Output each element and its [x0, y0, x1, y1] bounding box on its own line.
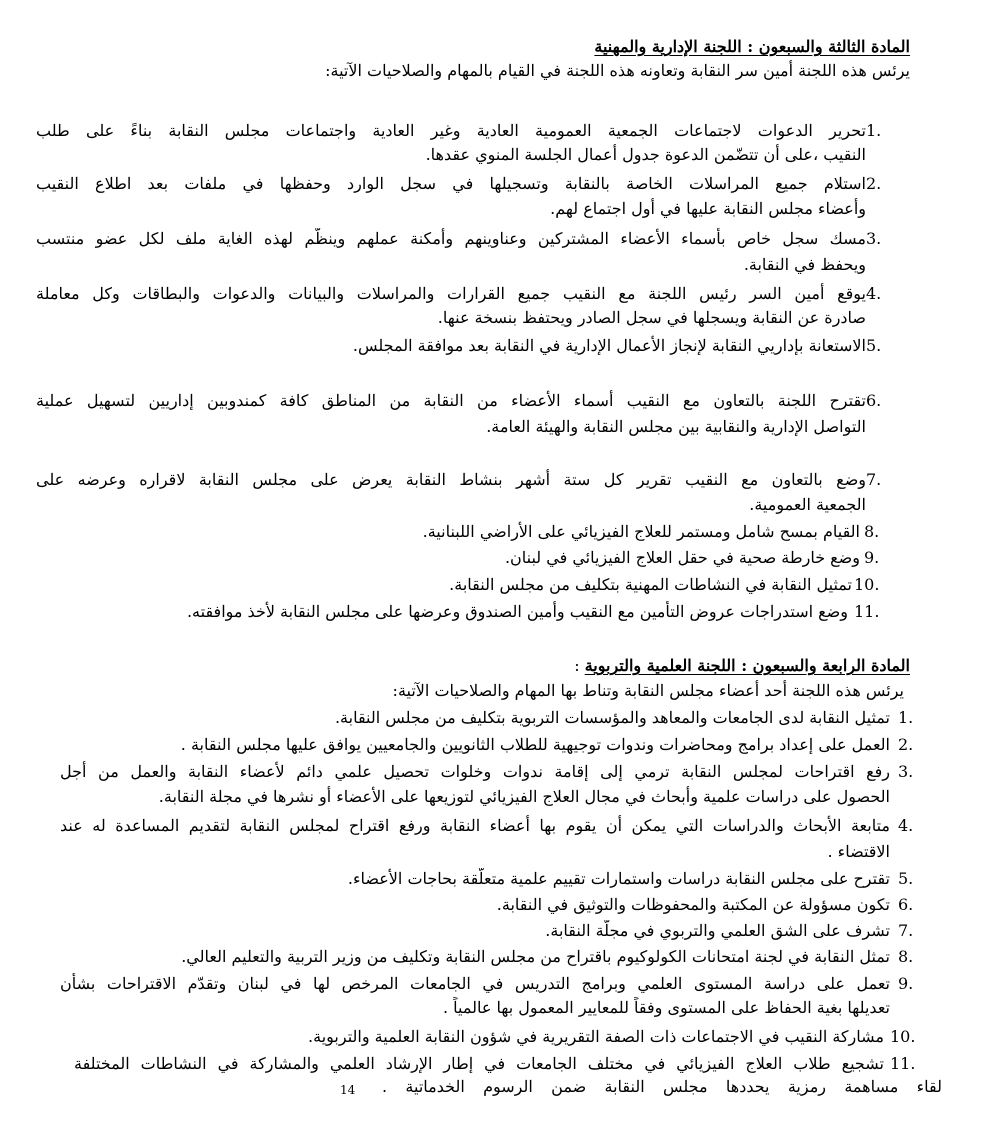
- page-number: 14: [340, 1083, 356, 1097]
- a74-item-4-line-1: متابعة الأبحاث والدراسات التي يمكن أن يقوم بها أعضاء النقابة ورفع اقتراح لمجلس النقابة لتقديم المساعدة له عند: [60, 816, 890, 835]
- a73-item-4-number: 4.: [866, 284, 882, 303]
- a74-item-5-line-1: تقترح على مجلس النقابة دراسات واستمارات تقييم علمية متعلّقة بحاجات الأعضاء.: [347, 869, 890, 888]
- a73-item-3-number: 3.: [866, 229, 882, 248]
- a73-item-3-line-2: ويحفظ في النقابة.: [743, 255, 866, 274]
- a73-item-4-line-2: صادرة عن النقابة ويسجلها في سجل الصادر ويحتفظ بنسخة عنها.: [437, 308, 866, 327]
- a74-item-9-line-1: تعمل على دراسة المستوى العلمي وبرامج التدريس في الجامعات المرخص لها في لبنان وتقدّم الاقتراحات بشأن: [60, 974, 890, 993]
- a74-item-7-number: 7.: [898, 921, 914, 940]
- a73-item-11-number: 11.: [854, 602, 880, 621]
- a73-item-5-number: 5.: [866, 336, 882, 355]
- a74-item-2-number: 2.: [898, 735, 914, 754]
- a73-item-3-line-1: مسك سجل خاص بأسماء الأعضاء المشتركين وعناوينهم وأمكنة عملهم وينظّم لهذه الغاية ملف لكل عضو منتسب: [36, 229, 866, 248]
- a73-item-10-line-1: تمثيل النقابة في النشاطات المهنية بتكليف من مجلس النقابة.: [449, 575, 852, 594]
- article-73-intro: يرئس هذه اللجنة أمين سر النقابة وتعاونه هذه اللجنة في القيام بالمهام والصلاحيات الآتية:: [325, 61, 910, 80]
- a73-item-8-line-1: القيام بمسح شامل ومستمر للعلاج الفيزيائي على الأراضي اللبنانية.: [422, 522, 860, 541]
- a74-item-9-number: 9.: [898, 974, 914, 993]
- a73-item-2-line-2: وأعضاء مجلس النقابة عليها في أول اجتماع لهم.: [550, 199, 866, 218]
- a74-item-11-line-2: لقاء مساهمة رمزية يحددها مجلس النقابة ضمن الرسوم الخدماتية .: [382, 1077, 942, 1096]
- a74-item-2-line-1: العمل على إعداد برامج ومحاضرات وندوات توجيهية للطلاب الثانويين والجامعيين يوافق عليها مجلس النقابة .: [180, 735, 890, 754]
- a73-item-1-line-1: تحرير الدعوات لاجتماعات الجمعية العمومية العادية وغير العادية واجتماعات مجلس النقابة بناءً على طلب: [36, 121, 866, 140]
- a73-item-9-line-1: وضع خارطة صحية في حقل العلاج الفيزيائي في لبنان.: [504, 548, 860, 567]
- a73-item-7-number: 7.: [866, 470, 882, 489]
- a74-item-10-line-1: مشاركة النقيب في الاجتماعات ذات الصفة التقريرية في شؤون النقابة العلمية والتربوية.: [308, 1027, 884, 1046]
- a74-item-6-line-1: تكون مسؤولة عن المكتبة والمحفوظات والتوثيق في النقابة.: [496, 895, 890, 914]
- a74-item-3-line-1: رفع اقتراحات لمجلس النقابة ترمي إلى إقامة ندوات وخلوات تحصيل علمي دائم لأعضاء النقابة والعمل من أجل: [60, 762, 890, 781]
- a74-item-11-number: 11.: [890, 1054, 916, 1073]
- article-73-title: المادة الثالثة والسبعون : اللجنة الإدارية والمهنية: [594, 37, 910, 56]
- a74-item-7-line-1: تشرف على الشق العلمي والتربوي في مجلّة النقابة.: [545, 921, 890, 940]
- a74-item-1-line-1: تمثيل النقابة لدى الجامعات والمعاهد والمؤسسات التربوية بتكليف من مجلس النقابة.: [334, 708, 890, 727]
- a74-item-3-number: 3.: [898, 762, 914, 781]
- a74-item-6-number: 6.: [898, 895, 914, 914]
- a73-item-6-line-1: تقترح اللجنة بالتعاون مع النقيب أسماء الأعضاء من النقابة من المناطق كافة كمندوبين إداريين لتسهيل عملية: [36, 391, 866, 410]
- a74-item-5-number: 5.: [898, 869, 914, 888]
- article-74-title-row: [574, 655, 910, 677]
- a74-item-8-number: 8.: [898, 947, 914, 966]
- a73-item-8-number: 8.: [864, 522, 880, 541]
- a73-item-1-number: 1.: [866, 121, 882, 140]
- a73-item-10-number: 10.: [854, 575, 880, 594]
- article-74-title: المادة الرابعة والسبعون : اللجنة العلمية والتربوية: [584, 656, 910, 675]
- a74-item-4-line-2: الاقتضاء .: [827, 842, 890, 861]
- article-74-intro: يرئس هذه اللجنة أحد أعضاء مجلس النقابة وتناط بها المهام والصلاحيات الآتية:: [392, 681, 904, 700]
- a74-item-3-line-2: الحصول على دراسات علمية وأبحاث في مجال العلاج الفيزيائي لتوزيعها على الأعضاء أو نشرها في مجلة النقابة.: [158, 787, 890, 806]
- a73-item-2-line-1: استلام جميع المراسلات الخاصة بالنقابة وتسجيلها في سجل الوارد وحفظها في ملفات بعد اطلاع النقيب: [36, 174, 866, 193]
- a73-item-2-number: 2.: [866, 174, 882, 193]
- a73-item-6-number: 6.: [866, 391, 882, 410]
- a74-item-11-line-1: تشجيع طلاب العلاج الفيزيائي في مختلف الجامعات في إطار الإرشاد العلمي والمشاركة في النشاطات المختلفة: [74, 1054, 884, 1073]
- a73-item-9-number: 9.: [864, 548, 880, 567]
- a73-item-1-line-2: النقيب ،على أن تتضّمن الدعوة جدول أعمال الجلسة المنوي عقدها.: [425, 145, 866, 164]
- a73-item-11-line-1: وضع استدراجات عروض التأمين مع النقيب وأمين الصندوق وعرضها على مجلس النقابة لأخذ موافقته.: [186, 602, 848, 621]
- a74-item-8-line-1: تمثل النقابة في لجنة امتحانات الكولوكيوم باقتراح من مجلس النقابة وتكليف من وزير التربية والتعليم العالي.: [181, 947, 890, 966]
- a74-item-10-number: 10.: [890, 1027, 916, 1046]
- a73-item-5-line-1: الاستعانة بإداريي النقابة لإنجاز الأعمال الإدارية في النقابة بعد موافقة المجلس.: [352, 336, 866, 355]
- a73-item-6-line-2: التواصل الإدارية والنقابية بين مجلس النقابة والهيئة العامة.: [486, 417, 866, 436]
- article-74-title-suffix: :: [574, 656, 585, 675]
- a73-item-7-line-1: وضع بالتعاون مع النقيب تقرير كل ستة أشهر بنشاط النقابة يعرض على مجلس النقابة لاقراره وعرضه على: [36, 470, 866, 489]
- a74-item-9-line-2: تعديلها بغية الحفاظ على المستوى وفقاً للمعايير المعمول بها عالمياً .: [443, 998, 890, 1017]
- a73-item-4-line-1: يوقع أمين السر رئيس اللجنة مع النقيب جميع القرارات والمراسلات والبيانات والدعوات والبطاقات وكل معاملة: [36, 284, 866, 303]
- a74-item-1-number: 1.: [898, 708, 914, 727]
- a73-item-7-line-2: الجمعية العمومية.: [749, 495, 866, 514]
- a74-item-4-number: 4.: [898, 816, 914, 835]
